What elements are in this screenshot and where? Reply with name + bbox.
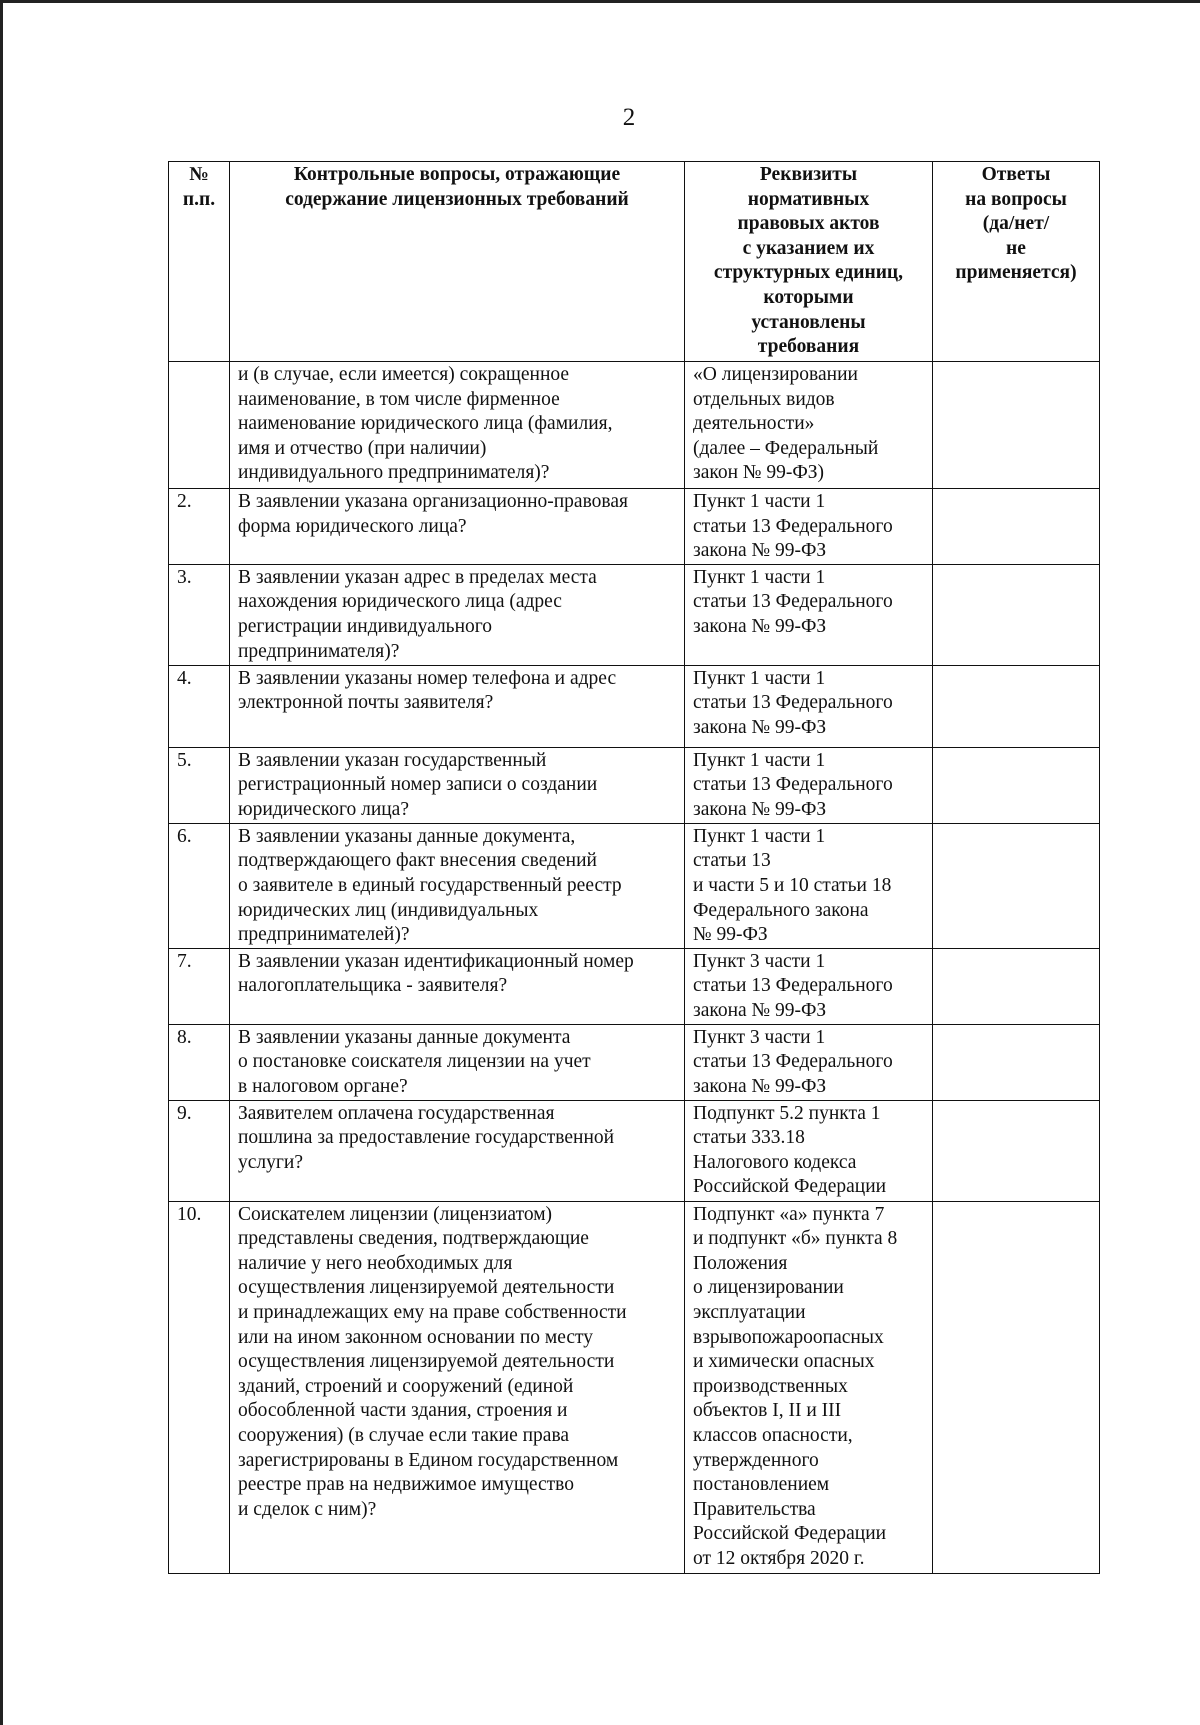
row-question: В заявлении указаны данные документа, подтверждающего факт внесения сведений о заявителе в единый государственный реестр юридических лиц (индивидуальных предпринимателей)? — [230, 823, 685, 948]
header-reference: Реквизиты нормативных правовых актов с указанием их структурных единиц, которыми установлены требования — [685, 162, 933, 362]
checklist-table — [168, 161, 1100, 1574]
row-question: В заявлении указан государственный регистрационный номер записи о создании юридического лица? — [230, 747, 685, 823]
row-number: 9. — [169, 1100, 230, 1201]
row-question: В заявлении указана организационно-правовая форма юридического лица? — [230, 489, 685, 565]
row-answer-cell[interactable] — [933, 747, 1100, 823]
row-reference: Пункт 1 части 1 статьи 13 Федерального закона № 99-ФЗ — [685, 564, 933, 665]
table-row — [169, 1201, 1100, 1573]
row-question: В заявлении указаны номер телефона и адрес электронной почты заявителя? — [230, 665, 685, 747]
table-row — [169, 1024, 1100, 1100]
header-number: № п.п. — [169, 162, 230, 362]
row-answer-cell[interactable] — [933, 1100, 1100, 1201]
row-reference: «О лицензировании отдельных видов деятельности» (далее – Федеральный закон № 99-ФЗ) — [685, 362, 933, 489]
row-question: Соискателем лицензии (лицензиатом) представлены сведения, подтверждающие наличие у него необходимых для осуществления лицензируемой деятельности и принадлежащих ему на праве собственности или на ином законном основании по месту осуществления лицензируемой деятельности зданий, строений и сооружений (единой обособленной части здания, строения и сооружения) (в случае если такие права зарегистрированы в Едином государственном реестре прав на недвижимое имущество и сделок с ним)? — [230, 1201, 685, 1573]
header-row — [169, 162, 1100, 362]
table-row — [169, 564, 1100, 665]
row-answer-cell[interactable] — [933, 489, 1100, 565]
row-answer-cell[interactable] — [933, 362, 1100, 489]
scan-border-top — [0, 0, 1200, 3]
header-question: Контрольные вопросы, отражающие содержание лицензионных требований — [230, 162, 685, 362]
row-number: 10. — [169, 1201, 230, 1573]
table-row — [169, 823, 1100, 948]
scan-border-left — [0, 0, 3, 1725]
row-reference: Пункт 3 части 1 статьи 13 Федерального закона № 99-ФЗ — [685, 948, 933, 1024]
table-row — [169, 1100, 1100, 1201]
row-reference: Подпункт «а» пункта 7 и подпункт «б» пункта 8 Положения о лицензировании эксплуатации взрывопожароопасных и химически опасных производственных объектов I, II и III классов опасности, утвержденного постановлением Правительства Российской Федерации от 12 октября 2020 г. — [685, 1201, 933, 1573]
page-number: 2 — [622, 104, 636, 131]
row-question: Заявителем оплачена государственная пошлина за предоставление государственной услуги? — [230, 1100, 685, 1201]
row-answer-cell[interactable] — [933, 1024, 1100, 1100]
table-row — [169, 747, 1100, 823]
row-answer-cell[interactable] — [933, 564, 1100, 665]
row-reference: Пункт 1 части 1 статьи 13 и части 5 и 10 статьи 18 Федерального закона № 99-ФЗ — [685, 823, 933, 948]
row-number: 5. — [169, 747, 230, 823]
row-number — [169, 362, 230, 489]
row-number: 2. — [169, 489, 230, 565]
row-number: 4. — [169, 665, 230, 747]
table-row — [169, 665, 1100, 747]
row-question: В заявлении указан идентификационный номер налогоплательщика - заявителя? — [230, 948, 685, 1024]
row-reference: Пункт 1 части 1 статьи 13 Федерального закона № 99-ФЗ — [685, 747, 933, 823]
row-answer-cell[interactable] — [933, 1201, 1100, 1573]
row-question: В заявлении указан адрес в пределах места нахождения юридического лица (адрес регистрации индивидуального предпринимателя)? — [230, 564, 685, 665]
row-reference: Пункт 3 части 1 статьи 13 Федерального закона № 99-ФЗ — [685, 1024, 933, 1100]
row-number: 8. — [169, 1024, 230, 1100]
row-question: В заявлении указаны данные документа о постановке соискателя лицензии на учет в налоговом органе? — [230, 1024, 685, 1100]
header-answer: Ответы на вопросы (да/нет/ не применяется) — [933, 162, 1100, 362]
row-reference: Подпункт 5.2 пункта 1 статьи 333.18 Налогового кодекса Российской Федерации — [685, 1100, 933, 1201]
row-question: и (в случае, если имеется) сокращенное наименование, в том числе фирменное наименование юридического лица (фамилия, имя и отчество (при наличии) индивидуального предпринимателя)? — [230, 362, 685, 489]
table-row — [169, 948, 1100, 1024]
row-answer-cell[interactable] — [933, 823, 1100, 948]
row-reference: Пункт 1 части 1 статьи 13 Федерального закона № 99-ФЗ — [685, 665, 933, 747]
table-row — [169, 489, 1100, 565]
row-number: 6. — [169, 823, 230, 948]
row-number: 3. — [169, 564, 230, 665]
table-row — [169, 362, 1100, 489]
row-reference: Пункт 1 части 1 статьи 13 Федерального закона № 99-ФЗ — [685, 489, 933, 565]
row-answer-cell[interactable] — [933, 665, 1100, 747]
row-number: 7. — [169, 948, 230, 1024]
row-answer-cell[interactable] — [933, 948, 1100, 1024]
